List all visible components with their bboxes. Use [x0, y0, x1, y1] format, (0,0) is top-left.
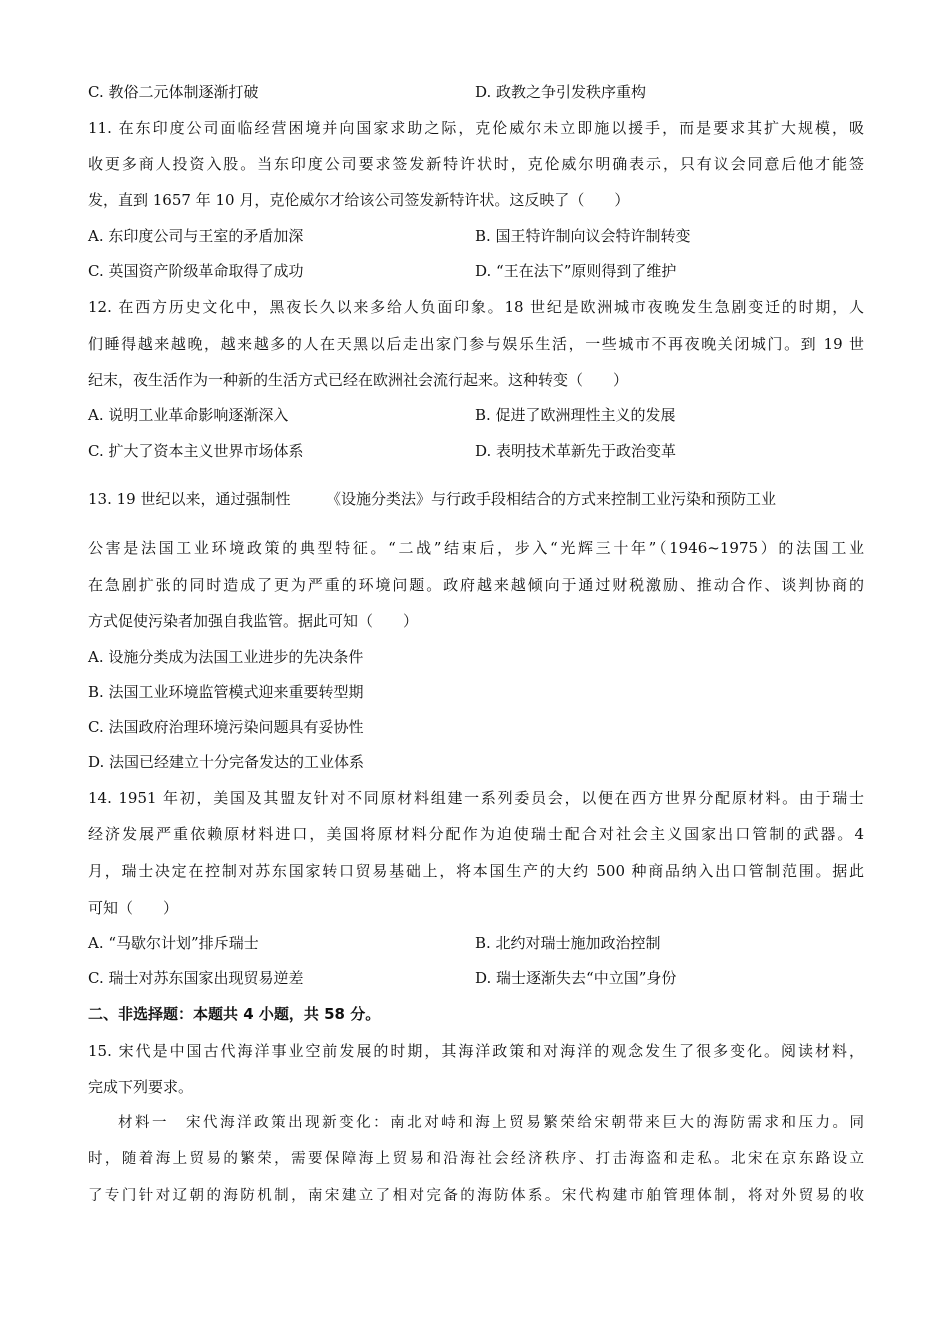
- q15-material-line-3: 了专门针对辽朝的海防机制，南宋建立了相对完备的海防体系。宋代构建市舶管理体制，将对外贸易的收: [88, 1188, 864, 1204]
- q12-stem-line-1: 12. 在西方历史文化中，黑夜长久以来多给人负面印象。18 世纪是欧洲城市夜晚发生急剧变迁的时期，人: [88, 298, 864, 316]
- q14-option-d[interactable]: D. 瑞士逐渐失去“中立国”身份: [475, 969, 677, 987]
- q12-stem-line-3: 纪末，夜生活作为一种新的生活方式已经在欧洲社会流行起来。这种转变（ ）: [88, 371, 629, 389]
- q14-option-b[interactable]: B. 北约对瑞士施加政治控制: [475, 934, 661, 952]
- q12-option-a[interactable]: A. 说明工业革命影响逐渐深入: [88, 406, 289, 424]
- q13-stem-line-1a: 13. 19 世纪以来，通过强制性: [88, 490, 291, 508]
- q12-option-b[interactable]: B. 促进了欧洲理性主义的发展: [475, 406, 676, 424]
- q13-stem-line-1b: 《设施分类法》与行政手段相结合的方式来控制工业污染和预防工业: [326, 490, 777, 508]
- q14-stem-line-2: 经济发展严重依赖原材料进口，美国将原材料分配作为迫使瑞士配合对社会主义国家出口管制的武器。4: [88, 825, 864, 843]
- q12-stem-line-2: 们睡得越来越晚，越来越多的人在天黑以后走出家门参与娱乐生活，一些城市不再夜晚关闭城门。到 19 世: [88, 335, 864, 353]
- q15-material-line-1: 材料一 宋代海洋政策出现新变化：南北对峙和海上贸易繁荣给宋朝带来巨大的海防需求和压力。同: [118, 1115, 864, 1131]
- q13-stem-line-2: 公害是法国工业环境政策的典型特征。“二战”结束后，步入“光辉三十年”（1946~1975）的法国工业: [88, 539, 864, 557]
- q13-stem-line-4: 方式促使污染者加强自我监管。据此可知（ ）: [88, 612, 419, 630]
- q13-option-d[interactable]: D. 法国已经建立十分完备发达的工业体系: [88, 753, 365, 771]
- q10-option-d[interactable]: D. 政教之争引发秩序重构: [475, 83, 647, 101]
- q14-stem-line-4: 可知（ ）: [88, 899, 179, 917]
- section-title: 二、非选择题：本题共 4 小题，共 58 分。: [88, 1005, 381, 1023]
- q11-stem-line-2: 收更多商人投资入股。当东印度公司要求签发新特许状时，克伦威尔明确表示，只有议会同意后他才能签: [88, 155, 864, 173]
- q13-option-a[interactable]: A. 设施分类成为法国工业进步的先决条件: [88, 648, 364, 666]
- q14-option-a[interactable]: A. “马歇尔计划”排斥瑞士: [88, 934, 259, 952]
- q10-option-c[interactable]: C. 教俗二元体制逐渐打破: [88, 83, 259, 101]
- q15-stem-line-2: 完成下列要求。: [88, 1078, 194, 1096]
- q14-stem-line-1: 14. 1951 年初，美国及其盟友针对不同原材料组建一系列委员会，以便在西方世界分配原材料。由于瑞士: [88, 789, 864, 807]
- q11-stem-line-3: 发，直到 1657 年 10 月，克伦威尔才给该公司签发新特许状。这反映了（ ）: [88, 191, 630, 209]
- q12-option-c[interactable]: C. 扩大了资本主义世界市场体系: [88, 442, 304, 460]
- q11-option-c[interactable]: C. 英国资产阶级革命取得了成功: [88, 262, 304, 280]
- q15-stem-line-1: 15. 宋代是中国古代海洋事业空前发展的时期，其海洋政策和对海洋的观念发生了很多变化。阅读材料，: [88, 1042, 864, 1060]
- q11-option-d[interactable]: D. “王在法下”原则得到了维护: [475, 262, 677, 280]
- q11-stem-line-1: 11. 在东印度公司面临经营困境并向国家求助之际，克伦威尔未立即施以援手，而是要求其扩大规模，吸: [88, 119, 864, 137]
- q13-option-b[interactable]: B. 法国工业环境监管模式迎来重要转型期: [88, 683, 364, 701]
- q14-option-c[interactable]: C. 瑞士对苏东国家出现贸易逆差: [88, 969, 304, 987]
- q12-option-d[interactable]: D. 表明技术革新先于政治变革: [475, 442, 677, 460]
- q11-option-b[interactable]: B. 国王特许制向议会特许制转变: [475, 227, 691, 245]
- q11-option-a[interactable]: A. 东印度公司与王室的矛盾加深: [88, 227, 304, 245]
- q13-option-c[interactable]: C. 法国政府治理环境污染问题具有妥协性: [88, 718, 364, 736]
- q14-stem-line-3: 月，瑞士决定在控制对苏东国家转口贸易基础上，将本国生产的大约 500 种商品纳入出口管制范围。据此: [88, 862, 864, 880]
- q13-stem-line-3: 在急剧扩张的同时造成了更为严重的环境问题。政府越来越倾向于通过财税激励、推动合作、谈判协商的: [88, 576, 864, 594]
- q15-material-line-2: 时，随着海上贸易的繁荣，需要保障海上贸易和沿海社会经济秩序、打击海盗和走私。北宋在京东路设立: [88, 1151, 864, 1167]
